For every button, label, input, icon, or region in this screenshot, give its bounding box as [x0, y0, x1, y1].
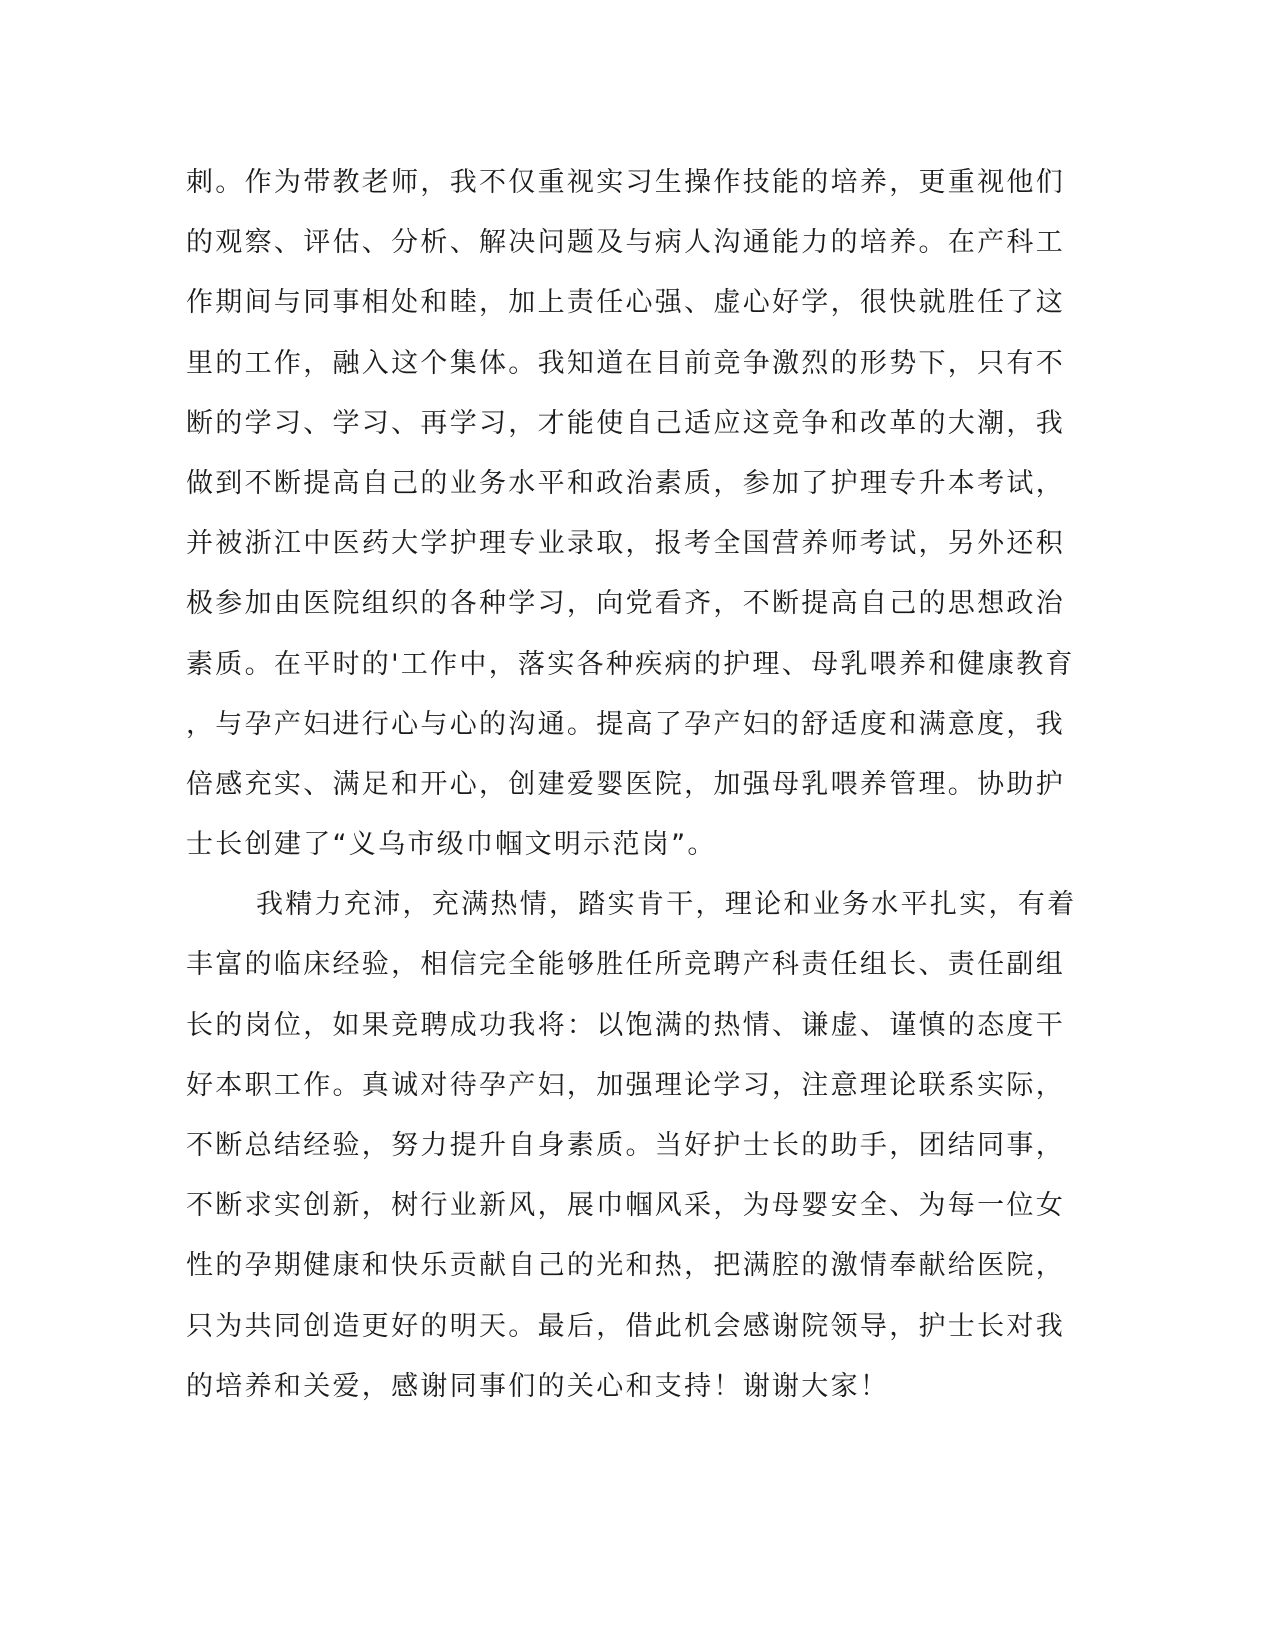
text-line: 不断总结经验，努力提升自身素质。当好护士长的助手，团结同事，: [186, 1130, 1065, 1161]
text-line: 素质。在平时的'工作中，落实各种疾病的护理、母乳喂养和健康教育: [186, 648, 1075, 680]
text-line-indented: 我精力充沛，充满热情，踏实肯干，理论和业务水平扎实，有着: [256, 889, 1077, 921]
text-line: 的培养和关爱，感谢同事们的关心和支持！谢谢大家！: [186, 1370, 890, 1402]
text-line: 的观察、评估、分析、解决问题及与病人沟通能力的培养。在产科工: [186, 227, 1065, 259]
paragraph-1: [186, 153, 1086, 875]
text-line: 刺。作为带教老师，我不仅重视实习生操作技能的培养，更重视他们: [186, 167, 1065, 198]
text-line: 只为共同创造更好的明天。最后，借此机会感谢院领导，护士长对我: [186, 1310, 1065, 1342]
text-line: 性的孕期健康和快乐贡献自己的光和热，把满腔的激情奉献给医院，: [186, 1250, 1065, 1282]
text-line: 不断求实创新，树行业新风，展巾帼风采，为母婴安全、为每一位女: [186, 1190, 1065, 1222]
text-line: 倍感充实、满足和开心，创建爱婴医院，加强母乳喂养管理。协助护: [186, 768, 1065, 800]
text-line: 长的岗位，如果竞聘成功我将：以饱满的热情、谦虚、谨慎的态度干: [186, 1009, 1065, 1041]
text-line: 好本职工作。真诚对待孕产妇，加强理论学习，注意理论联系实际，: [186, 1069, 1065, 1101]
text-line: 丰富的临床经验，相信完全能够胜任所竞聘产科责任组长、责任副组: [186, 949, 1065, 981]
document-body: [186, 153, 1086, 1417]
text-line: 断的学习、学习、再学习，才能使自己适应这竞争和改革的大潮，我: [186, 407, 1065, 439]
paragraph-2: [186, 875, 1086, 1417]
text-line: 并被浙江中医药大学护理专业录取，报考全国营养师考试，另外还积: [186, 528, 1065, 560]
text-line: ，与孕产妇进行心与心的沟通。提高了孕产妇的舒适度和满意度，我: [186, 708, 1065, 740]
text-line: 极参加由医院组织的各种学习，向党看齐，不断提高自己的思想政治: [186, 588, 1065, 620]
text-line: 士长创建了“义乌市级巾帼文明示范岗”。: [186, 829, 717, 861]
text-line: 做到不断提高自己的业务水平和政治素质，参加了护理专升本考试，: [186, 467, 1065, 499]
text-line: 里的工作，融入这个集体。我知道在目前竞争激烈的形势下，只有不: [186, 347, 1065, 379]
text-line: 作期间与同事相处和睦，加上责任心强、虚心好学，很快就胜任了这: [186, 287, 1065, 319]
